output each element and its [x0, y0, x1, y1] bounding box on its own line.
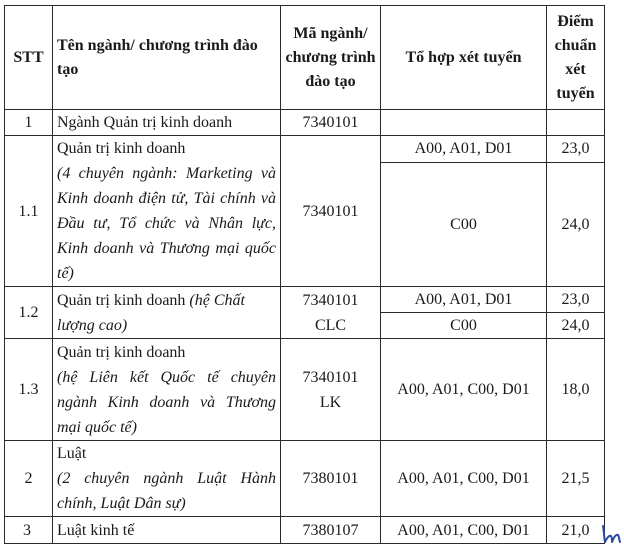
row-major-code: 7380107 — [281, 517, 381, 544]
row-major-code: 7340101 — [281, 136, 381, 287]
table-row — [5, 339, 605, 441]
table-row — [5, 287, 605, 313]
row-score: 23,0 — [547, 287, 605, 313]
table-row — [5, 441, 605, 517]
row-score: 24,0 — [547, 313, 605, 339]
row-combinations: C00 — [381, 313, 547, 339]
major-name-note: (4 chuyên ngành: Marketing và Kinh doanh điện tử, Tài chính và Đầu tư, Tổ chức và Nhân lực, Kinh doanh và Thương mại quốc tế) — [57, 165, 276, 282]
row-score: 23,0 — [547, 136, 605, 163]
row-combinations: A00, A01, C00, D01 — [381, 441, 547, 517]
admission-score-table — [4, 5, 605, 544]
major-name-main: Quản trị kinh doanh — [57, 343, 186, 361]
row-major-name: Luật kinh tế — [53, 517, 281, 544]
row-combinations: A00, A01, D01 — [381, 136, 547, 163]
major-name-main: Quản trị kinh doanh — [57, 291, 186, 309]
major-code-line2: LK — [319, 393, 342, 411]
row-score: 18,0 — [547, 339, 605, 441]
row-major-name — [53, 339, 281, 441]
row-combinations — [381, 110, 547, 136]
row-major-name — [53, 287, 281, 339]
row-major-code — [281, 339, 381, 441]
row-stt: 2 — [5, 441, 53, 517]
row-combinations: C00 — [381, 162, 547, 286]
table-row — [5, 110, 605, 136]
row-score: 21,0 — [547, 517, 605, 544]
row-major-name — [53, 136, 281, 287]
table-row — [5, 517, 605, 544]
row-stt: 1.3 — [5, 339, 53, 441]
header-major-code: Mã ngành/ chương trình đào tạo — [281, 6, 381, 110]
row-score: 21,5 — [547, 441, 605, 517]
table-row — [5, 136, 605, 163]
row-major-code: 7380101 — [281, 441, 381, 517]
major-name-main: Luật — [57, 445, 87, 462]
row-stt: 1.2 — [5, 287, 53, 339]
row-major-code: 7340101 — [281, 110, 381, 136]
table-header-row — [5, 6, 605, 110]
row-major-name — [53, 441, 281, 517]
major-name-note: (hệ Chất lượng cao) — [57, 291, 245, 334]
row-stt: 1.1 — [5, 136, 53, 287]
major-code-line2: CLC — [314, 316, 347, 334]
header-major-name: Tên ngành/ chương trình đào tạo — [53, 6, 281, 110]
header-score: Điểm chuẩn xét tuyển — [547, 6, 605, 110]
major-name-note: (hệ Liên kết Quốc tế chuyên ngành Kinh doanh và Thương mại quốc tế) — [57, 368, 276, 436]
row-stt: 1 — [5, 110, 53, 136]
major-name-note: (2 chuyên ngành Luật Hành chính, Luật Dân sự) — [57, 470, 276, 512]
row-score: 24,0 — [547, 162, 605, 286]
major-name-main: Quản trị kinh doanh — [57, 140, 186, 157]
row-major-code — [281, 287, 381, 339]
major-code-line1: 7340101 — [302, 291, 359, 309]
row-combinations: A00, A01, D01 — [381, 287, 547, 313]
row-combinations: A00, A01, C00, D01 — [381, 339, 547, 441]
row-combinations: A00, A01, C00, D01 — [381, 517, 547, 544]
major-code-line1: 7340101 — [302, 368, 359, 386]
row-score — [547, 110, 605, 136]
header-combinations: Tổ hợp xét tuyển — [381, 6, 547, 110]
initials-signature — [600, 522, 622, 544]
row-stt: 3 — [5, 517, 53, 544]
row-major-name: Ngành Quản trị kinh doanh — [53, 110, 281, 136]
header-stt: STT — [5, 6, 53, 110]
